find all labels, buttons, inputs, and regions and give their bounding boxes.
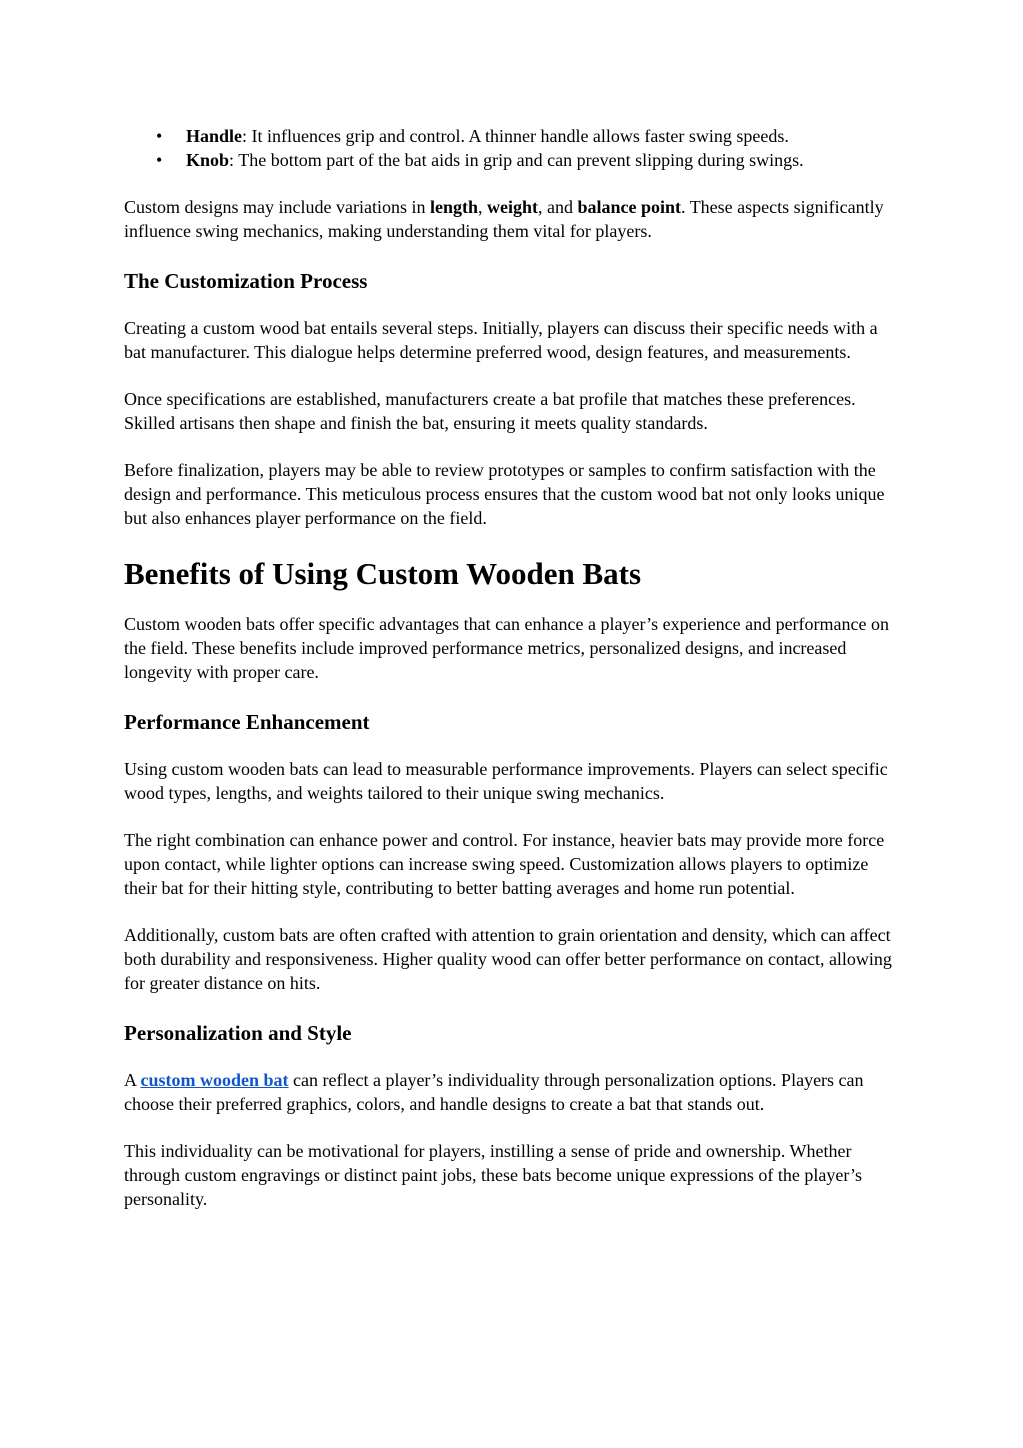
list-item [124,148,904,172]
intro-paragraph [124,195,904,243]
personalization-text: can reflect a player’s individuality through personalization options. Players can choose their preferred graphics, colors, and handle designs to create a bat that stands out. [124,1070,864,1114]
bullet-term: Knob [186,150,230,170]
document-page [124,124,904,1211]
intro-text: , [477,197,487,217]
intro-text: , and [537,197,578,217]
intro-text: Custom designs may include variations in [124,197,430,217]
intro-bold-length: length [429,197,478,217]
intro-bold-weight: weight [486,197,538,217]
performance-paragraph-3: Additionally, custom bats are often crafted with attention to grain orientation and density, which can affect both durability and responsiveness. Higher quality wood can offer better performance on contact, allowing for greater distance on hits. [124,925,892,993]
custom-wooden-bat-link[interactable]: custom wooden bat [140,1070,289,1090]
list-item [124,124,904,148]
personalization-text: A [124,1070,141,1090]
customization-heading: The Customization Process [124,269,368,293]
customization-paragraph-2: Once specifications are established, manufacturers create a bat profile that matches these preferences. Skilled artisans then shape and finish the bat, ensuring it meets quality standards. [124,389,856,433]
intro-bold-balance: balance point [577,197,682,217]
personalization-heading: Personalization and Style [124,1021,352,1045]
bullet-icon: • [156,126,163,146]
customization-paragraph-3: Before finalization, players may be able to review prototypes or samples to confirm satisfaction with the design and performance. This meticulous process ensures that the custom wood bat not only looks unique but also enhances player performance on the field. [124,460,885,528]
bat-parts-list [124,124,904,172]
intro-text: . These aspects significantly influence swing mechanics, making understanding them vital for players. [124,197,884,241]
customization-paragraph-1: Creating a custom wood bat entails several steps. Initially, players can discuss their specific needs with a bat manufacturer. This dialogue helps determine preferred wood, design features, and measurements. [124,318,878,362]
bullet-text: : It influences grip and control. A thinner handle allows faster swing speeds. [242,126,789,146]
performance-paragraph-2: The right combination can enhance power and control. For instance, heavier bats may provide more force upon contact, while lighter options can increase swing speed. Customization allows players to optimize their bat for their hitting style, contributing to better batting averages and home run potential. [124,830,885,898]
bullet-term: Handle [186,126,243,146]
bullet-text: : The bottom part of the bat aids in grip and can prevent slipping during swings. [229,150,804,170]
personalization-paragraph-1 [124,1068,904,1116]
performance-heading: Performance Enhancement [124,710,370,734]
benefits-heading: Benefits of Using Custom Wooden Bats [124,556,642,591]
performance-paragraph-1: Using custom wooden bats can lead to measurable performance improvements. Players can select specific wood types, lengths, and weights tailored to their unique swing mechanics. [124,759,888,803]
bullet-icon: • [156,150,163,170]
benefits-paragraph: Custom wooden bats offer specific advantages that can enhance a player’s experience and performance on the field. These benefits include improved performance metrics, personalized designs, and increased longevity with proper care. [124,614,890,682]
personalization-paragraph-2: This individuality can be motivational for players, instilling a sense of pride and ownership. Whether through custom engravings or distinct paint jobs, these bats become unique expressions of the player’s personality. [124,1141,863,1209]
